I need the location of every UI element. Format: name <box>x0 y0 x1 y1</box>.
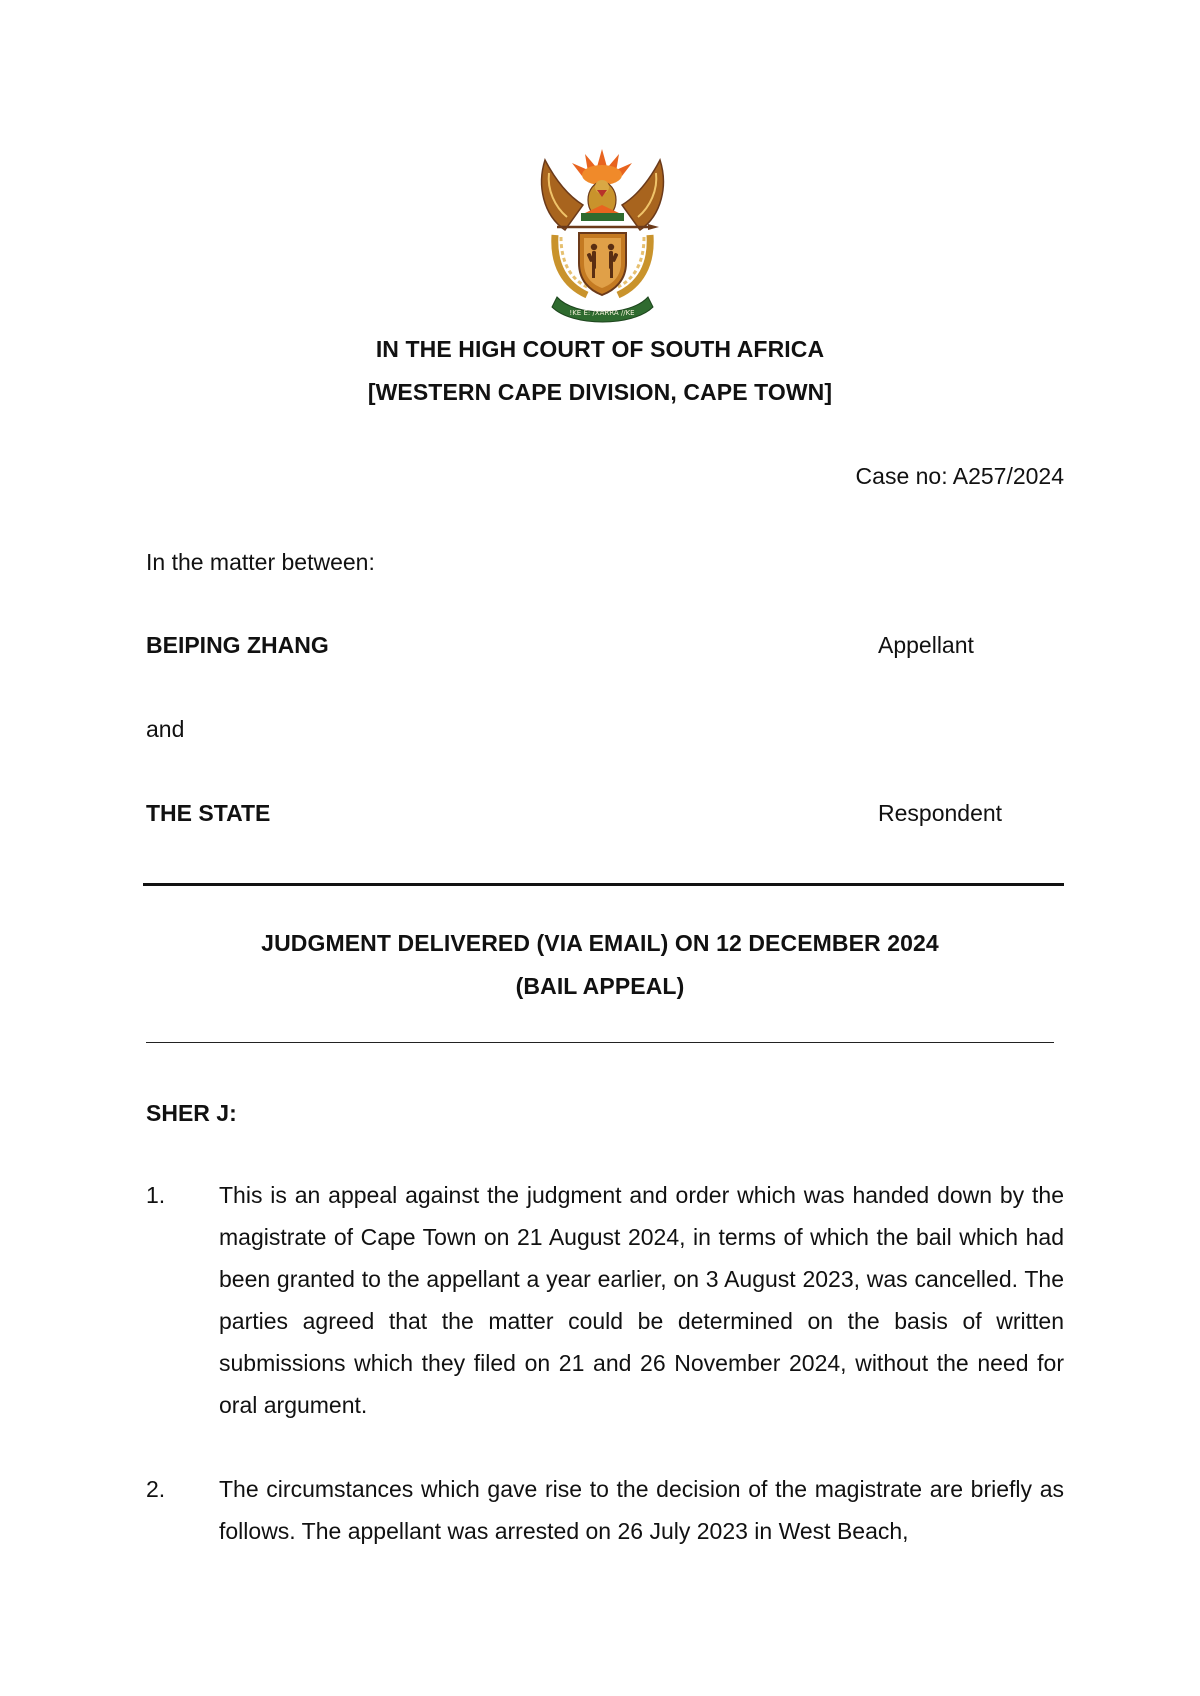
appellant-name: BEIPING ZHANG <box>146 632 329 658</box>
court-name: IN THE HIGH COURT OF SOUTH AFRICA <box>375 336 825 362</box>
paragraph-text: This is an appeal against the judgment and order which was handed down by the magistrate of Cape Town on 21 August 2024, in terms of which the bail which had been granted to the appellant a year earlier, on 3 August 2023, was cancelled. The parties agreed that the matter could be determined on the basis of written submissions which they filed on 21 and 26 November 2024, without the need for oral argument. <box>219 1182 1064 1418</box>
respondent-role: Respondent <box>878 800 1003 826</box>
paragraph-number: 1. <box>146 1182 166 1208</box>
parties-intro: In the matter between: <box>146 549 375 575</box>
case-number: Case no: A257/2024 <box>855 463 1064 489</box>
respondent-name: THE STATE <box>146 800 271 826</box>
judge-name: SHER J: <box>146 1100 237 1126</box>
judgment-subheading: (BAIL APPEAL) <box>515 973 685 999</box>
section-divider-thin <box>146 1042 1054 1043</box>
section-divider-thick <box>143 883 1064 886</box>
paragraph-2 <box>146 1468 1064 1552</box>
paragraph-1 <box>146 1174 1064 1426</box>
crest-motto: !KE E: /XARRA //KE <box>569 309 635 317</box>
judgment-heading: JUDGMENT DELIVERED (VIA EMAIL) ON 12 DECEMBER 2024 <box>261 930 939 956</box>
paragraph-number: 2. <box>146 1476 166 1502</box>
paragraph-text: The circumstances which gave rise to the decision of the magistrate are briefly as follows. The appellant was arrested on 26 July 2023 in West Beach, <box>219 1476 1064 1544</box>
coat-of-arms-icon <box>535 145 670 325</box>
parties-conjunction: and <box>146 716 185 742</box>
court-division: [WESTERN CAPE DIVISION, CAPE TOWN] <box>367 379 833 405</box>
appellant-role: Appellant <box>878 632 974 658</box>
